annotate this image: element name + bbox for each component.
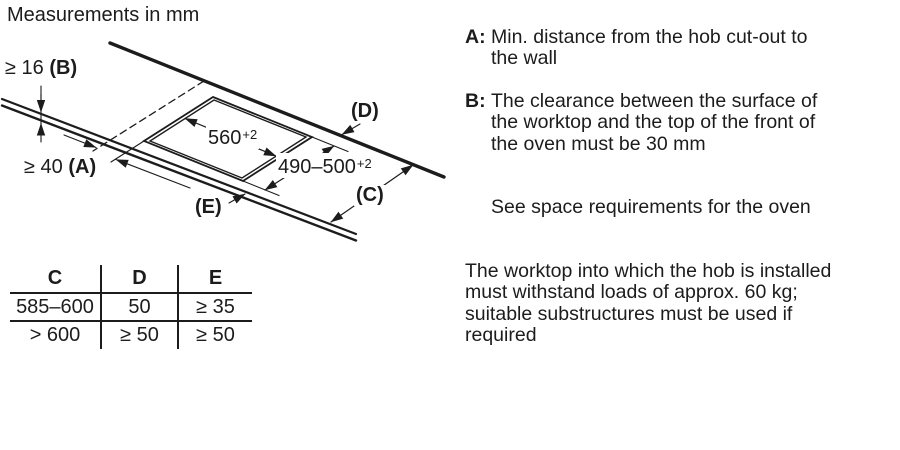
dim-width-value: 560: [208, 127, 242, 149]
notes-column: [465, 27, 865, 218]
cell-c-row2: > 600: [29, 324, 81, 346]
note-a: [465, 27, 865, 70]
installation-diagram: [0, 0, 460, 255]
dim-width-tolerance: +2: [242, 127, 258, 142]
label-d-leader-arrow: [342, 124, 360, 135]
note-a-line: Min. distance from the hob cut-out to: [491, 26, 808, 48]
dim-width-label: [206, 124, 259, 149]
label-e: (E): [195, 196, 222, 218]
dim-depth-value: 490–500: [278, 156, 356, 178]
col-header-d: D: [101, 265, 178, 293]
dim-a-label: [24, 157, 96, 178]
dim-b-label: [5, 58, 77, 79]
label-d: (D): [351, 100, 379, 122]
col-header-e: E: [178, 265, 252, 293]
note-b-line: the worktop and the top of the front of: [491, 111, 816, 134]
load-note-line: required: [465, 324, 537, 347]
dim-a-arrow-right: [64, 135, 96, 148]
note-a-line: the wall: [491, 47, 558, 70]
col-header-c: C: [10, 265, 101, 293]
see-space-note: See space requirements for the oven: [491, 196, 811, 219]
note-b: [465, 91, 865, 155]
cell-e-row2: ≥ 50: [196, 324, 235, 346]
dim-depth-label: [276, 153, 374, 178]
note-b-line: The clearance between the surface of: [491, 89, 818, 112]
cell-d-row1: 50: [101, 293, 178, 321]
cell-c-row1: 585–600: [10, 293, 101, 321]
dim-a-key: (A): [68, 156, 97, 178]
dim-b-key: (B): [49, 57, 78, 79]
dim-depth-tolerance: +2: [356, 156, 372, 171]
load-note-line: suitable substructures must be used if: [465, 302, 793, 325]
page-title: Measurements in mm: [7, 4, 200, 26]
dim-a-value: ≥ 40: [24, 156, 69, 178]
dimension-table: [10, 265, 252, 349]
table-row: [10, 321, 252, 349]
label-c: (C): [356, 184, 384, 206]
note-b-label: B:: [465, 89, 486, 112]
table-row: [10, 293, 252, 321]
note-a-text: [491, 27, 808, 70]
note-a-label: A:: [465, 26, 486, 48]
cell-e-row1: ≥ 35: [178, 293, 252, 321]
load-note-line: must withstand loads of approx. 60 kg;: [465, 281, 798, 304]
cell-d-row2: ≥ 50: [101, 321, 178, 349]
dim-b-value: ≥ 16: [5, 57, 50, 79]
note-b-line: the oven must be 30 mm: [491, 132, 706, 155]
note-b-text: [491, 91, 817, 155]
load-note-line: The worktop into which the hob is installed: [465, 260, 832, 282]
dim-depth-extension-right: [312, 137, 348, 152]
load-capacity-note: [465, 261, 875, 347]
table-header-row: [10, 265, 252, 293]
